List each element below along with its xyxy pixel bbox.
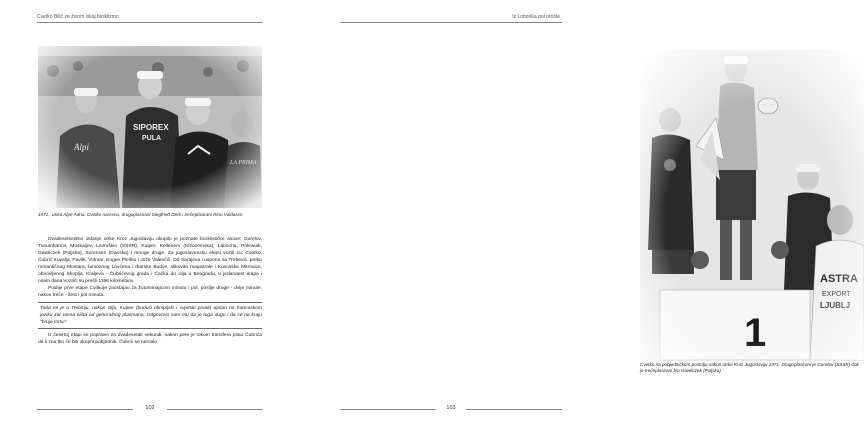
- right-footer: [340, 405, 562, 415]
- footer-rule: [466, 409, 562, 410]
- body-paragraph: Dvadesetsedmo izdanje utrke Kroz Jugoslaviju okupilo je poznate biciklističke asove: Gorelov, Tusumhanov, Moskaljev, Lavruškin (SSSR), Kuiper, Kelleners (Nizozemska), Labocha, Polewiak, Gawliczek (Poljska), Sorensen (Danska) i mnoge druge. Za jugoslavensku ekipu vozili su: Cvetko, Čubrić Kuvalja, Pavlik, Vidmar, Eugen Pleško i Jože Valenčič. Od Sarajeva i uspona na Trebević, preko romantičnog Mostara, famoznog Lovćena i Ibarske Budve, slikovite magistrale i Kosovske Mitrovice, obnovljenog Skoplja, Kraljeva - Čubrićevog grada i Čačka do cilja u Beogradu, u jedanaest etapa i osam dana vozači su prešli 1196 kilometara.: [38, 237, 262, 284]
- right-page-number: 103: [446, 405, 456, 411]
- left-page: [0, 0, 300, 426]
- left-running-head: Cvetko Bilić ze živom iskaj biciklizmo: [37, 14, 119, 20]
- left-photo-caption: 1971., utrka Alpe Adria. Cvetko nasrenu, drugoplasirani Siegfried Derk i trećeplasirani Rino Valdasso: [38, 212, 243, 217]
- left-head-rule: [37, 22, 263, 23]
- cyclists-photo-image: [38, 46, 262, 208]
- quote-text: Tada mi je u Trebinju, nakon cilja, Kuiper (budući olimpijski i svjetski prvak) upitao na francuskom jeziku zar nema ništa od generalnog plasmana. Odgovorio sam mu da je toga dugo i da se na kraju "broje mrtvi".: [40, 306, 262, 325]
- right-head-rule: [340, 22, 562, 23]
- left-body-text: [38, 236, 262, 346]
- left-footer: [37, 405, 263, 415]
- quote-block: [38, 302, 262, 329]
- right-photo-caption: Cvetko na pobjedničkom postolju nakon utrke Kroz Jugoslaviju 1971. Drugoplasirani je Gorelov (SSSR) dok je trećeplasirani bio Gawliczek (Poljska): [640, 362, 859, 373]
- right-running-head: Iz Loborika pol orošte: [512, 14, 560, 20]
- body-paragraph: Poslije prve etape Cvitkoje zaostajao za žutommajicom minutu i pol, poslije druge - dvije minute, nakon treće - šest i pol minuta.: [38, 286, 262, 298]
- cyclists-photo: [38, 46, 262, 208]
- footer-rule: [167, 409, 263, 410]
- podium-photo-image: [640, 50, 864, 360]
- left-page-number: 102: [145, 405, 155, 411]
- body-paragraph: U četvrtoj etapi se popravio za dvadesetak sekundi, nakon pete je tokom transfera pitao Čubrića da li zna tko će biti ukupni pobjednik. Čubrić se nemalo: [38, 333, 262, 345]
- podium-photo: [640, 50, 864, 360]
- right-page: [300, 0, 859, 426]
